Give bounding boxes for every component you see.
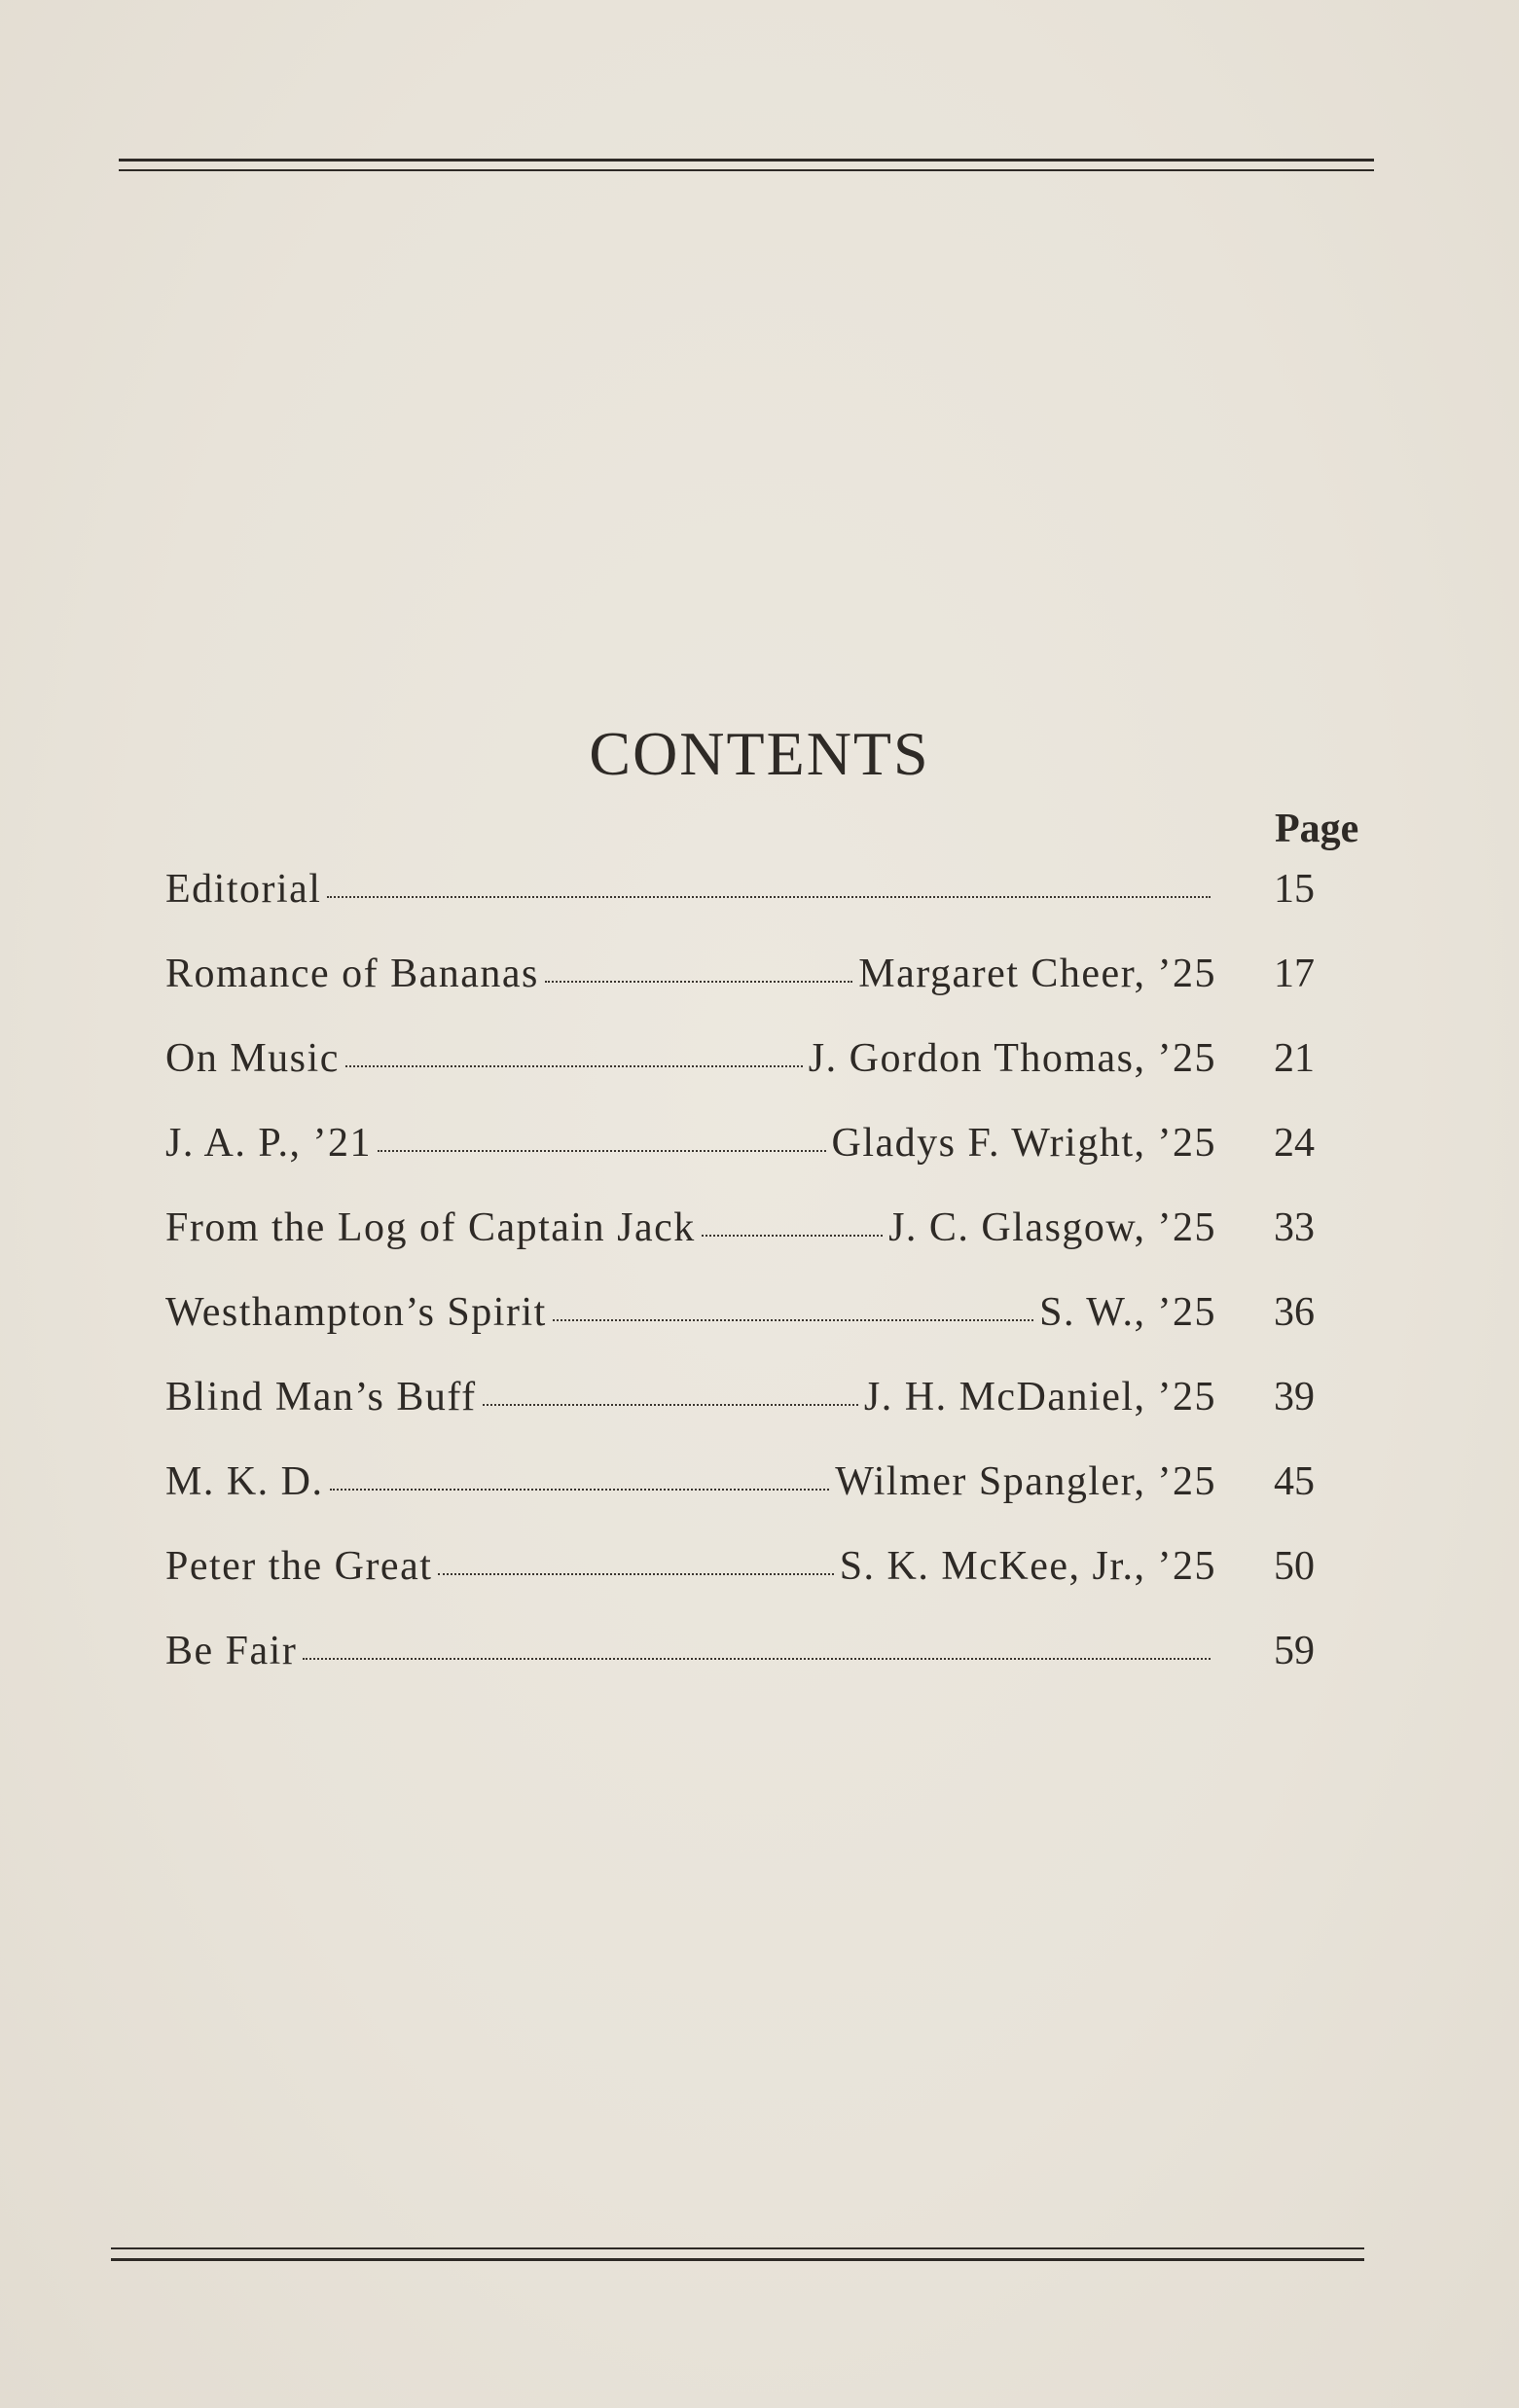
bottom-rule-inner: [111, 2247, 1364, 2249]
entry-page-number: 39: [1274, 1375, 1315, 1420]
contents-heading: CONTENTS: [589, 719, 930, 788]
entry-page-number: 45: [1274, 1459, 1315, 1504]
entry-title: On Music: [165, 1036, 340, 1081]
toc-entry[interactable]: [165, 1543, 1328, 1611]
toc-entry[interactable]: [165, 1458, 1328, 1527]
entry-page-number: 17: [1274, 952, 1315, 996]
toc-entry[interactable]: [165, 1374, 1328, 1442]
toc-entry[interactable]: [165, 1120, 1328, 1188]
top-rule-outer: [119, 159, 1374, 162]
toc-entry[interactable]: [165, 1035, 1328, 1103]
entry-author: S. K. McKee, Jr., ’25: [839, 1544, 1216, 1589]
entry-author: S. W., ’25: [1039, 1290, 1216, 1335]
entry-title: Peter the Great: [165, 1544, 433, 1589]
dot-leader: [483, 1404, 858, 1406]
dot-leader: [545, 981, 852, 983]
entry-title: Blind Man’s Buff: [165, 1375, 477, 1420]
dot-leader: [330, 1489, 830, 1491]
dot-leader: [438, 1573, 833, 1575]
toc-entry[interactable]: [165, 1628, 1328, 1696]
entry-title: M. K. D.: [165, 1459, 324, 1504]
toc-entry[interactable]: [165, 951, 1328, 1019]
toc-entry[interactable]: [165, 1204, 1328, 1273]
entry-author: Margaret Cheer, ’25: [858, 952, 1216, 996]
page-column-label: Page: [1275, 807, 1359, 851]
dot-leader: [702, 1235, 883, 1237]
entry-page-number: 33: [1274, 1205, 1315, 1250]
entry-author: Wilmer Spangler, ’25: [835, 1459, 1216, 1504]
entry-title: J. A. P., ’21: [165, 1121, 373, 1166]
toc-entry[interactable]: [165, 866, 1328, 934]
dot-leader: [553, 1319, 1033, 1321]
dot-leader: [378, 1150, 825, 1152]
bottom-rule-outer: [111, 2258, 1364, 2261]
toc-entry[interactable]: [165, 1289, 1328, 1357]
dot-leader: [345, 1065, 803, 1067]
entry-page-number: 36: [1274, 1290, 1315, 1335]
entry-page-number: 15: [1274, 867, 1315, 912]
entry-author: J. H. McDaniel, ’25: [863, 1375, 1216, 1420]
entry-title: Westhampton’s Spirit: [165, 1290, 547, 1335]
entry-page-number: 21: [1274, 1036, 1315, 1081]
top-rule-inner: [119, 169, 1374, 171]
dot-leader: [327, 896, 1211, 898]
entry-title: Be Fair: [165, 1629, 298, 1673]
entry-author: Gladys F. Wright, ’25: [831, 1121, 1216, 1166]
entry-title: From the Log of Captain Jack: [165, 1205, 696, 1250]
dot-leader: [303, 1658, 1211, 1660]
entry-author: J. C. Glasgow, ’25: [888, 1205, 1216, 1250]
entry-author: J. Gordon Thomas, ’25: [808, 1036, 1216, 1081]
entry-page-number: 24: [1274, 1121, 1315, 1166]
entry-title: Romance of Bananas: [165, 952, 539, 996]
entry-title: Editorial: [165, 867, 322, 912]
entry-page-number: 50: [1274, 1544, 1315, 1589]
entry-page-number: 59: [1274, 1629, 1315, 1673]
